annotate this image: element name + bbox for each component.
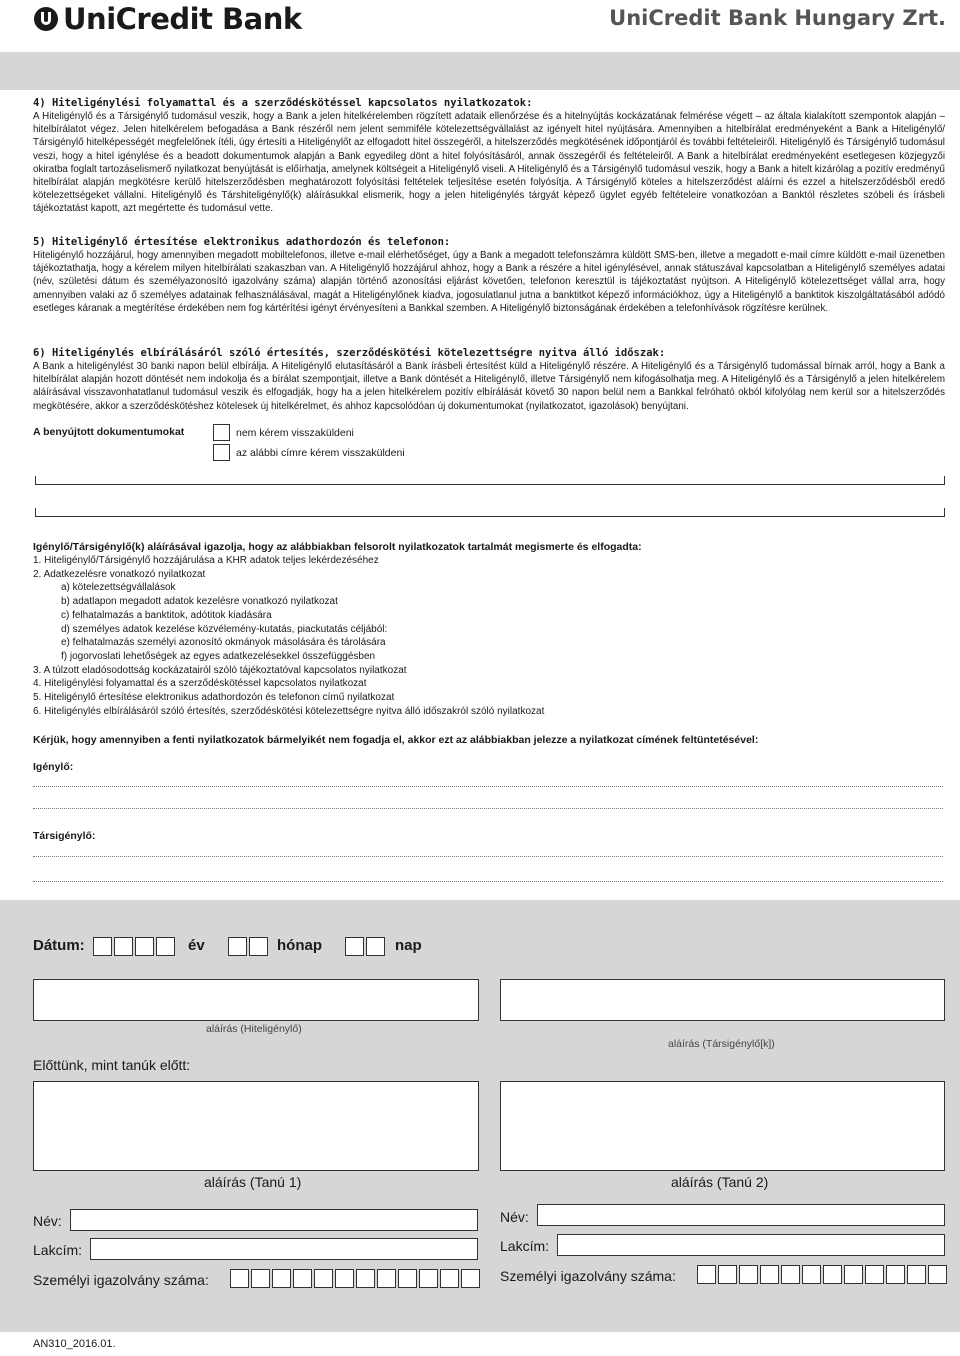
list-item: e) felhatalmazás személyi azonosító okmányok másolására és tárolására — [61, 637, 386, 649]
id-digit-box[interactable] — [907, 1265, 926, 1284]
id-digit-box[interactable] — [230, 1269, 249, 1288]
option-no-return[interactable] — [213, 424, 354, 441]
witness1-id-field[interactable] — [230, 1269, 482, 1288]
year-digit-box[interactable] — [114, 937, 133, 956]
address-line-1[interactable] — [35, 476, 945, 485]
id-digit-box[interactable] — [802, 1265, 821, 1284]
declarations-list — [33, 554, 544, 718]
section-6-text: A Bank a hiteligénylést 30 banki napon belül elbírálja. A Hiteligénylő elutasításáról a Bank írásbeli értesítést küld a Hiteligénylő részére. A Hiteligénylő és a Társigénylő tudomással bírnak arról, hogy a Bank a hitelbírálat alapján hozott döntését nem indokolja és a bírálat szempontjait, illetve a Bank döntését a Hiteligénylő, illetve Társigénylő nem kifogásolhatja meg. A Hiteligénylő és a Társigénylő a jelen hitelkérelem aláírásával visszavonhatatlanul tudomásul veszik és elfogadják, hogy ha a jelen hitelkérelem pozitív elbírálását követő 30 napon belül nem a Bankkal felróható okból kifolyólag nem kerül sor a hitelszerződés megkötésére, akkor a szerződéskötéshez kötelesek új hitelkérelmet, és ahhoz kapcsolódóan új dokumentumokat (nyilatkozatot, igazolások) benyújtani. — [33, 361, 945, 412]
company-name: UniCredit Bank Hungary Zrt. — [609, 6, 946, 30]
id-digit-box[interactable] — [356, 1269, 375, 1288]
return-address-checkbox[interactable] — [213, 444, 230, 461]
list-item: f) jogorvoslati lehetőségek az egyes adatkezelésekkel összefüggésben — [61, 650, 376, 662]
month-input[interactable] — [228, 937, 270, 956]
section-5-title: 5) Hiteligénylő értesítése elektronikus adathordozón és telefonon: — [33, 236, 451, 248]
list-item: 1. Hiteligénylő/Társigénylő hozzájárulása a KHR adatok teljes lekérdezéséhez — [33, 555, 379, 566]
day-label: nap — [395, 937, 422, 954]
year-input[interactable] — [93, 937, 177, 956]
section-6 — [33, 347, 945, 413]
witness2-id-label: Személyi igazolvány száma: — [500, 1268, 676, 1284]
applicant-label: Igénylő: — [33, 761, 74, 773]
applicant-line-2[interactable] — [33, 808, 943, 809]
month-digit-box[interactable] — [228, 937, 247, 956]
witness1-signature-caption: aláírás (Tanú 1) — [204, 1174, 302, 1190]
year-label: év — [188, 937, 205, 954]
coapplicant-line-1[interactable] — [33, 856, 943, 857]
applicant-line-1[interactable] — [33, 786, 943, 787]
id-digit-box[interactable] — [739, 1265, 758, 1284]
list-item: c) felhatalmazás a banktitok, adótitok kiadására — [61, 609, 272, 621]
applicant-signature-box[interactable] — [33, 979, 479, 1021]
id-digit-box[interactable] — [419, 1269, 438, 1288]
witness2-address-field[interactable] — [557, 1234, 945, 1256]
section-4-title: 4) Hiteligénylési folyamattal és a szerződéskötéssel kapcsolatos nyilatkozatok: — [33, 97, 533, 109]
list-item: b) adatlapon megadott adatok kezelésre vonatkozó nyilatkozat — [61, 596, 338, 608]
id-digit-box[interactable] — [781, 1265, 800, 1284]
form-code: AN310_2016.01. — [33, 1338, 116, 1350]
list-item: 5. Hiteligénylő értesítése elektronikus adathordozón és telefonon című nyilatkozat — [33, 692, 395, 704]
id-digit-box[interactable] — [928, 1265, 947, 1284]
witness1-id-label: Személyi igazolvány száma: — [33, 1272, 209, 1288]
declarations-title: Igénylő/Társigénylő(k) aláírásával igazolja, hogy az alábbiakban felsorolt nyilatkozatok tartalmát megismerte és elfogadta: — [33, 541, 642, 553]
section-4-text: A Hiteligénylő és a Társigénylő tudomásul veszik, hogy a Bank a jelen hitelkérelemben rögzített adataik ellenőrzése és a hitelnyújtás kockázatának felmérése végett – az általa kialakított szempontok alapján – hitelbírálatot végez. Jelen hitelkérelem befogadása a Bank részéről nem jelent semmiféle kötelezettségvállalást az igényelt hitel nyújtására. Amennyiben a hitelbírálat eredményeként a Bank a Hiteligénylő/ Társigénylő hitelképességét megfelelőnek ítéli, úgy értesíti a Hiteligénylőt az elfogadott hitel összegéről, a hitelszerződés megkötésének időpontjáról és további feltételeiről. Hiteligénylő és Társigénylő tudomásul veszi, hogy a hitel igénylése és a beadott dokumentumok alapján a Bank egyedileg dönt a hitel folyósításáról, annak összegéről és feltételeiről. A Bank a hitelbírálat eredményeként esetlegesen közjegyzői okiratba foglalt tartozáselismerő nyilatkozat benyújtását is előírhatja, amelynek költségeit a Hiteligénylő viseli. A Hiteligénylő és a Társigénylő tudomásul veszik, hogy a Bank a hitelt kizárólag a pozitív eredményű hitelbírálat alapján megkötésre kerülő hitelszerződésben meghatározott folyósítási feltételek teljesítése esetén folyósítja. A Társigénylő köteles a hitelszerződést aláírni és ezzel a hitelszerződésből eredő kötelezettségeket vállalni. Hiteligénylő és Társhiteligénylő(k) aláírásukkal elismerik, hogy a jelen hiteligénylés tárgyát képező ügylet egyéb feltételeire vonatkozóan a Banktól részletes szóbeli és írásbeli tájékoztatást kapott, azt megértette és tudomásul vette. — [33, 111, 945, 215]
id-digit-box[interactable] — [314, 1269, 333, 1288]
section-4 — [33, 97, 945, 216]
list-item: 2. Adatkezelésre vonatkozó nyilatkozat — [33, 568, 206, 580]
day-digit-box[interactable] — [366, 937, 385, 956]
logo-text: UniCredit Bank — [63, 2, 302, 36]
list-item: a) kötelezettségvállalások — [61, 582, 176, 594]
section-5 — [33, 236, 945, 315]
section-5-text: Hiteligénylő hozzájárul, hogy amennyiben megadott mobiltelefonos, illetve e-mail elérhetőséget, úgy a Bank a megadott telefonszámra küldött SMS-ben, illetve a megadott e-mail címre küldött e-mail üzenetben tájékoztathatja, hogy a kérelem milyen hitelbírálati szakaszban van. A Hiteligénylő hozzájárul ahhoz, hogy a Bank a részére a hitel igénylésével, annak státuszával kapcsolatban a Hiteligénylő személyes adatai (név, születési dátum és személyazonosító igazolvány száma) alapján történő azonosítási eljárást követően, telefonon keresztül is tájékoztatást nyújtson. A Hiteligénylő kötelezettséget vállal arra, hogy amennyiben valaki az ő személyes adatainak felhasználásával, magát a Hiteligénylőnek kiadva, jogosulatlanul jutna a banktitkot képező információkhoz, úgy a Hiteligénylő a banktitok kiszolgáltatásából adódó esetleges káranak a megtérítése érdekében nem fog kártérítési igényt érvényesíteni a Bankkal szemben. A Hiteligénylő biztonságának érdekében a telefonhívások rögzítésre kerülnek. — [33, 250, 945, 314]
id-digit-box[interactable] — [823, 1265, 842, 1284]
witness2-name-field[interactable] — [537, 1204, 945, 1226]
witness1-address-label: Lakcím: — [33, 1242, 83, 1258]
year-digit-box[interactable] — [135, 937, 154, 956]
id-digit-box[interactable] — [251, 1269, 270, 1288]
witness2-id-field[interactable] — [697, 1265, 949, 1284]
rejection-request: Kérjük, hogy amennyiben a fenti nyilatkozatok bármelyikét nem fogadja el, akkor ezt az alábbiakban jelezze a nyilatkozat címének feltüntetésével: — [33, 734, 759, 746]
day-input[interactable] — [345, 937, 387, 956]
list-item: d) személyes adatok kezelése közvélemény-kutatás, piackutatás céljából: — [61, 623, 388, 635]
list-item: 3. A túlzott eladósodottság kockázatairól szóló tájékoztatóval kapcsolatos nyilatkozat — [33, 664, 407, 676]
witness1-address-field[interactable] — [90, 1238, 478, 1260]
no-return-checkbox[interactable] — [213, 424, 230, 441]
id-digit-box[interactable] — [886, 1265, 905, 1284]
return-address-label: az alábbi címre kérem visszaküldeni — [236, 446, 405, 459]
address-line-2[interactable] — [35, 508, 945, 517]
unicredit-logo-icon — [33, 6, 59, 32]
id-digit-box[interactable] — [377, 1269, 396, 1288]
year-digit-box[interactable] — [156, 937, 175, 956]
month-digit-box[interactable] — [249, 937, 268, 956]
list-item: 4. Hiteligénylési folyamattal és a szerződéskötéssel kapcsolatos nyilatkozat — [33, 678, 367, 690]
id-digit-box[interactable] — [760, 1265, 779, 1284]
id-digit-box[interactable] — [293, 1269, 312, 1288]
year-digit-box[interactable] — [93, 937, 112, 956]
list-item: 6. Hiteligénylés elbírálásáról szóló értesítés, szerződéskötési kötelezettségre nyitva álló időszakról szóló nyilatkozat — [33, 705, 545, 717]
day-digit-box[interactable] — [345, 937, 364, 956]
coapplicant-signature-caption: aláírás (Társigénylő[k]) — [668, 1038, 775, 1050]
applicant-signature-caption: aláírás (Hiteligénylő) — [206, 1023, 302, 1035]
month-label: hónap — [277, 937, 322, 954]
coapplicant-label: Társigénylő: — [33, 830, 96, 842]
bank-logo — [33, 3, 302, 35]
witness-title: Előttünk, mint tanúk előtt: — [33, 1057, 191, 1073]
id-digit-box[interactable] — [865, 1265, 884, 1284]
option-return-address[interactable] — [213, 444, 405, 461]
witness2-name-label: Név: — [500, 1209, 529, 1225]
id-digit-box[interactable] — [461, 1269, 480, 1288]
witness1-name-field[interactable] — [70, 1209, 478, 1231]
id-digit-box[interactable] — [398, 1269, 417, 1288]
id-digit-box[interactable] — [718, 1265, 737, 1284]
witness2-signature-caption: aláírás (Tanú 2) — [671, 1174, 769, 1190]
witness1-name-label: Név: — [33, 1213, 62, 1229]
date-label: Dátum: — [33, 937, 85, 954]
coapplicant-line-2[interactable] — [33, 881, 943, 882]
id-digit-box[interactable] — [697, 1265, 716, 1284]
no-return-label: nem kérem visszaküldeni — [236, 426, 354, 439]
witness2-address-label: Lakcím: — [500, 1238, 550, 1254]
coapplicant-signature-box[interactable] — [500, 979, 945, 1021]
id-digit-box[interactable] — [272, 1269, 291, 1288]
documents-label: A benyújtott dokumentumokat — [33, 426, 185, 438]
witness1-signature-box[interactable] — [33, 1081, 479, 1171]
section-6-title: 6) Hiteligénylés elbírálásáról szóló értesítés, szerződéskötési kötelezettségre nyitva álló időszak: — [33, 347, 666, 359]
top-grey-band — [0, 52, 960, 90]
id-digit-box[interactable] — [844, 1265, 863, 1284]
id-digit-box[interactable] — [335, 1269, 354, 1288]
id-digit-box[interactable] — [440, 1269, 459, 1288]
witness2-signature-box[interactable] — [500, 1081, 945, 1171]
